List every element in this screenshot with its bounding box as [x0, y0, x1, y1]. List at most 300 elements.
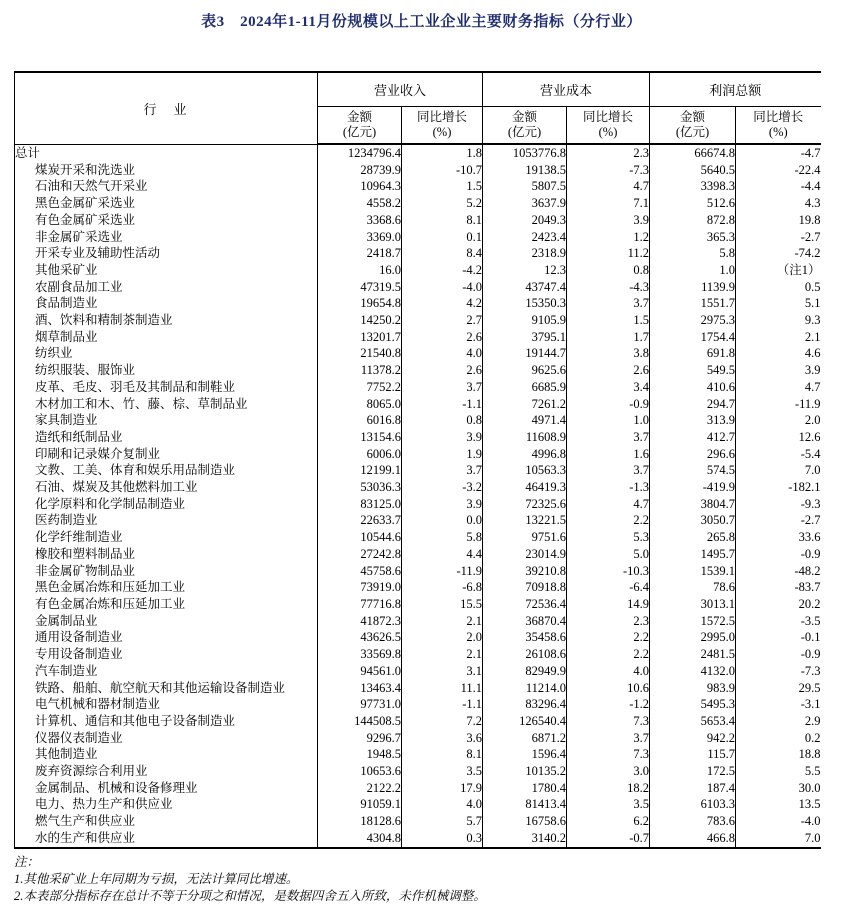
value-cell: 53036.3 [318, 479, 402, 496]
industry-cell: 汽车制造业 [15, 663, 318, 680]
value-cell: 4.7 [736, 379, 821, 396]
value-cell: 2423.4 [483, 229, 567, 246]
value-cell: 30.0 [736, 780, 821, 797]
value-cell: 13221.5 [483, 512, 567, 529]
value-cell: 28739.9 [318, 162, 402, 179]
value-cell: 3050.7 [650, 512, 736, 529]
value-cell: 2995.0 [650, 629, 736, 646]
industry-cell: 其他制造业 [15, 746, 318, 763]
industry-cell: 开采专业及辅助性活动 [15, 245, 318, 262]
industry-cell: 农副食品加工业 [15, 279, 318, 296]
value-cell: 7.2 [402, 713, 483, 730]
value-cell: -0.1 [736, 629, 821, 646]
subcol-header-revenue-amount [318, 107, 402, 145]
table-row [15, 496, 821, 513]
value-cell: 7.0 [736, 830, 821, 848]
value-cell: 22633.7 [318, 512, 402, 529]
value-cell: -48.2 [736, 563, 821, 580]
page-title: 表3 2024年1-11月份规模以上工业企业主要财务指标（分行业） [201, 14, 642, 30]
industry-cell: 文教、工美、体育和娱乐用品制造业 [15, 462, 318, 479]
value-cell: 8.1 [402, 746, 483, 763]
subcol-header-cost-growth [567, 107, 650, 145]
value-cell: 78.6 [650, 579, 736, 596]
value-cell: 1.9 [402, 446, 483, 463]
value-cell: -6.8 [402, 579, 483, 596]
subcol-label: 同比增长 [417, 110, 468, 124]
industry-cell: 石油和天然气开采业 [15, 178, 318, 195]
value-cell: 4.0 [402, 796, 483, 813]
value-cell: -22.4 [736, 162, 821, 179]
value-cell: 3.7 [402, 379, 483, 396]
value-cell: 97731.0 [318, 696, 402, 713]
industry-cell: 烟草制品业 [15, 329, 318, 346]
value-cell: 6871.2 [483, 730, 567, 747]
industry-cell: 废弃资源综合利用业 [15, 763, 318, 780]
industry-cell: 煤炭开采和洗选业 [15, 162, 318, 179]
value-cell: 5.8 [402, 529, 483, 546]
subcol-unit: (%) [598, 125, 618, 139]
industry-cell: 石油、煤炭及其他燃料加工业 [15, 479, 318, 496]
value-cell: 1.0 [650, 262, 736, 279]
table-row [15, 144, 821, 162]
value-cell: 18.8 [736, 746, 821, 763]
value-cell: 2418.7 [318, 245, 402, 262]
value-cell: 3.9 [567, 212, 650, 229]
value-cell: -74.2 [736, 245, 821, 262]
value-cell: 466.8 [650, 830, 736, 848]
value-cell: 6006.0 [318, 446, 402, 463]
table-row [15, 329, 821, 346]
value-cell: -2.7 [736, 512, 821, 529]
value-cell: 2.3 [567, 144, 650, 162]
value-cell: -4.3 [567, 279, 650, 296]
value-cell: -7.3 [567, 162, 650, 179]
value-cell: 5.2 [402, 195, 483, 212]
value-cell: 3013.1 [650, 596, 736, 613]
industry-cell: 电力、热力生产和供应业 [15, 796, 318, 813]
value-cell: 1234796.4 [318, 144, 402, 162]
value-cell: 11.2 [567, 245, 650, 262]
value-cell: 5.1 [736, 295, 821, 312]
value-cell: 4.0 [402, 345, 483, 362]
value-cell: 3.7 [567, 429, 650, 446]
value-cell: 1754.4 [650, 329, 736, 346]
value-cell: 2975.3 [650, 312, 736, 329]
value-cell: 8.4 [402, 245, 483, 262]
value-cell: 3.7 [567, 730, 650, 747]
industry-cell: 印刷和记录媒介复制业 [15, 446, 318, 463]
value-cell: -0.9 [736, 546, 821, 563]
value-cell: 16.0 [318, 262, 402, 279]
table-row [15, 746, 821, 763]
value-cell: -1.2 [567, 696, 650, 713]
table-row [15, 629, 821, 646]
group-header-revenue: 营业收入 [318, 72, 483, 107]
value-cell: 5.5 [736, 763, 821, 780]
value-cell: 15.5 [402, 596, 483, 613]
value-cell: -2.7 [736, 229, 821, 246]
value-cell: 296.6 [650, 446, 736, 463]
subcol-unit: (亿元) [342, 125, 377, 139]
industry-cell: 食品制造业 [15, 295, 318, 312]
value-cell: 4.6 [736, 345, 821, 362]
value-cell: 5640.5 [650, 162, 736, 179]
value-cell: -11.9 [736, 396, 821, 413]
table-row [15, 279, 821, 296]
table-row [15, 512, 821, 529]
industry-cell: 仪器仪表制造业 [15, 730, 318, 747]
value-cell: 5.3 [567, 529, 650, 546]
value-cell: 19138.5 [483, 162, 567, 179]
value-cell: 9.3 [736, 312, 821, 329]
value-cell: 2049.3 [483, 212, 567, 229]
table-row [15, 362, 821, 379]
value-cell: 15350.3 [483, 295, 567, 312]
table-row [15, 529, 821, 546]
value-cell: 3795.1 [483, 329, 567, 346]
value-cell: 3.8 [567, 345, 650, 362]
value-cell: 1495.7 [650, 546, 736, 563]
table-row [15, 663, 821, 680]
industry-cell: 酒、饮料和精制茶制造业 [15, 312, 318, 329]
value-cell: -0.7 [567, 830, 650, 848]
value-cell: 3.7 [567, 295, 650, 312]
value-cell: -3.1 [736, 696, 821, 713]
value-cell: -10.3 [567, 563, 650, 580]
value-cell: -4.2 [402, 262, 483, 279]
value-cell: 11378.2 [318, 362, 402, 379]
table-row [15, 262, 821, 279]
industry-cell: 橡胶和塑料制品业 [15, 546, 318, 563]
value-cell: 1539.1 [650, 563, 736, 580]
value-cell: 9296.7 [318, 730, 402, 747]
industry-cell: 非金属矿采选业 [15, 229, 318, 246]
value-cell: 7261.2 [483, 396, 567, 413]
industry-cell: 化学原料和化学制品制造业 [15, 496, 318, 513]
table-row [15, 429, 821, 446]
value-cell: 5.8 [650, 245, 736, 262]
value-cell: 66674.8 [650, 144, 736, 162]
value-cell: 1053776.8 [483, 144, 567, 162]
value-cell: 6.2 [567, 813, 650, 830]
subcol-label: 金额 [346, 110, 372, 124]
industry-cell: 电气机械和器材制造业 [15, 696, 318, 713]
value-cell: 3140.2 [483, 830, 567, 848]
value-cell: 20.2 [736, 596, 821, 613]
value-cell: 1596.4 [483, 746, 567, 763]
subcol-unit: (亿元) [507, 125, 542, 139]
table-row [15, 162, 821, 179]
value-cell: 365.3 [650, 229, 736, 246]
value-cell: 3.0 [567, 763, 650, 780]
table-header [15, 72, 821, 144]
value-cell: 17.9 [402, 780, 483, 797]
industry-cell: 计算机、通信和其他电子设备制造业 [15, 713, 318, 730]
industry-cell: 燃气生产和供应业 [15, 813, 318, 830]
value-cell: 73919.0 [318, 579, 402, 596]
value-cell: 0.1 [402, 229, 483, 246]
value-cell: 3.9 [402, 429, 483, 446]
value-cell: 144508.5 [318, 713, 402, 730]
subcol-header-profit-growth [736, 107, 821, 145]
value-cell: 10653.6 [318, 763, 402, 780]
value-cell: 33.6 [736, 529, 821, 546]
value-cell: 10964.3 [318, 178, 402, 195]
value-cell: 1.6 [567, 446, 650, 463]
subcol-label: 同比增长 [753, 110, 804, 124]
value-cell: 187.4 [650, 780, 736, 797]
value-cell: 5.7 [402, 813, 483, 830]
value-cell: 6016.8 [318, 412, 402, 429]
value-cell: 19654.8 [318, 295, 402, 312]
value-cell: 126540.4 [483, 713, 567, 730]
table-row [15, 379, 821, 396]
value-cell: 2.2 [567, 629, 650, 646]
value-cell: 14250.2 [318, 312, 402, 329]
value-cell: 0.8 [567, 262, 650, 279]
value-cell: 10563.3 [483, 462, 567, 479]
value-cell: 549.5 [650, 362, 736, 379]
value-cell: 4.7 [567, 178, 650, 195]
value-cell: 5807.5 [483, 178, 567, 195]
value-cell: 4996.8 [483, 446, 567, 463]
value-cell: 39210.8 [483, 563, 567, 580]
value-cell: -1.3 [567, 479, 650, 496]
notes-label: 注： [14, 854, 40, 869]
value-cell: 2.0 [736, 412, 821, 429]
value-cell: 0.8 [402, 412, 483, 429]
value-cell: 41872.3 [318, 613, 402, 630]
value-cell: 2.2 [567, 646, 650, 663]
value-cell: 19.8 [736, 212, 821, 229]
value-cell: 294.7 [650, 396, 736, 413]
value-cell: 4.3 [736, 195, 821, 212]
industry-cell: 有色金属冶炼和压延加工业 [15, 596, 318, 613]
table-row [15, 813, 821, 830]
value-cell: 0.5 [736, 279, 821, 296]
value-cell: -7.3 [736, 663, 821, 680]
value-cell: 3369.0 [318, 229, 402, 246]
group-header-profit: 利润总额 [650, 72, 821, 107]
table-row [15, 212, 821, 229]
note-item: 1.其他采矿业上年同期为亏损，无法计算同比增速。 [14, 871, 299, 886]
value-cell: 2481.5 [650, 646, 736, 663]
value-cell: 13154.6 [318, 429, 402, 446]
value-cell: -4.4 [736, 178, 821, 195]
industry-cell: 金属制品业 [15, 613, 318, 630]
value-cell: 172.5 [650, 763, 736, 780]
value-cell: 2.9 [736, 713, 821, 730]
table-row [15, 713, 821, 730]
value-cell: 9751.6 [483, 529, 567, 546]
value-cell: 94561.0 [318, 663, 402, 680]
value-cell: （注1） [736, 262, 821, 279]
value-cell: 47319.5 [318, 279, 402, 296]
value-cell: 574.5 [650, 462, 736, 479]
industry-cell: 黑色金属矿采选业 [15, 195, 318, 212]
value-cell: -419.9 [650, 479, 736, 496]
industry-cell: 非金属矿物制品业 [15, 563, 318, 580]
value-cell: 6685.9 [483, 379, 567, 396]
value-cell: 3.7 [567, 462, 650, 479]
value-cell: 983.9 [650, 680, 736, 697]
subcol-label: 金额 [680, 110, 706, 124]
subcol-unit: (亿元) [675, 125, 710, 139]
value-cell: 691.8 [650, 345, 736, 362]
value-cell: 512.6 [650, 195, 736, 212]
industry-cell: 总计 [15, 144, 318, 162]
value-cell: 942.2 [650, 730, 736, 747]
value-cell: -0.9 [567, 396, 650, 413]
value-cell: 8.1 [402, 212, 483, 229]
value-cell: 1551.7 [650, 295, 736, 312]
value-cell: 10544.6 [318, 529, 402, 546]
industry-cell: 化学纤维制造业 [15, 529, 318, 546]
value-cell: 2.6 [567, 362, 650, 379]
value-cell: 9625.6 [483, 362, 567, 379]
value-cell: -4.7 [736, 144, 821, 162]
value-cell: 21540.8 [318, 345, 402, 362]
value-cell: 3.5 [402, 763, 483, 780]
value-cell: -0.9 [736, 646, 821, 663]
value-cell: 2.1 [402, 613, 483, 630]
value-cell: 2.6 [402, 362, 483, 379]
value-cell: 23014.9 [483, 546, 567, 563]
value-cell: 77716.8 [318, 596, 402, 613]
value-cell: 45758.6 [318, 563, 402, 580]
value-cell: -3.2 [402, 479, 483, 496]
value-cell: 35458.6 [483, 629, 567, 646]
industry-cell: 纺织业 [15, 345, 318, 362]
value-cell: 81413.4 [483, 796, 567, 813]
table-row [15, 780, 821, 797]
value-cell: 11.1 [402, 680, 483, 697]
value-cell: 2.7 [402, 312, 483, 329]
value-cell: 783.6 [650, 813, 736, 830]
table-row [15, 412, 821, 429]
table-row [15, 345, 821, 362]
value-cell: 1948.5 [318, 746, 402, 763]
table-row [15, 696, 821, 713]
value-cell: 12.3 [483, 262, 567, 279]
value-cell: 12.6 [736, 429, 821, 446]
value-cell: 4.0 [567, 663, 650, 680]
value-cell: 83296.4 [483, 696, 567, 713]
value-cell: -83.7 [736, 579, 821, 596]
industry-cell: 铁路、船舶、航空航天和其他运输设备制造业 [15, 680, 318, 697]
value-cell: 3.9 [736, 362, 821, 379]
value-cell: 1.2 [567, 229, 650, 246]
value-cell: 82949.9 [483, 663, 567, 680]
value-cell: 11608.9 [483, 429, 567, 446]
value-cell: 10135.2 [483, 763, 567, 780]
value-cell: 0.2 [736, 730, 821, 747]
table-row [15, 763, 821, 780]
value-cell: 265.8 [650, 529, 736, 546]
value-cell: 70918.8 [483, 579, 567, 596]
value-cell: 4.7 [567, 496, 650, 513]
industry-cell: 皮革、毛皮、羽毛及其制品和制鞋业 [15, 379, 318, 396]
value-cell: 2.0 [402, 629, 483, 646]
value-cell: 4132.0 [650, 663, 736, 680]
industry-cell: 医药制造业 [15, 512, 318, 529]
industry-cell: 金属制品、机械和设备修理业 [15, 780, 318, 797]
value-cell: 1.5 [402, 178, 483, 195]
value-cell: 4304.8 [318, 830, 402, 848]
table-row [15, 579, 821, 596]
value-cell: 4.2 [402, 295, 483, 312]
value-cell: 13463.4 [318, 680, 402, 697]
value-cell: 19144.7 [483, 345, 567, 362]
value-cell: 1.5 [567, 312, 650, 329]
value-cell: 13.5 [736, 796, 821, 813]
value-cell: 1.8 [402, 144, 483, 162]
industry-cell: 水的生产和供应业 [15, 830, 318, 848]
value-cell: -5.4 [736, 446, 821, 463]
value-cell: 83125.0 [318, 496, 402, 513]
value-cell: 91059.1 [318, 796, 402, 813]
industry-cell: 纺织服装、服饰业 [15, 362, 318, 379]
subcol-unit: (%) [768, 125, 788, 139]
industry-cell: 木材加工和木、竹、藤、棕、草制品业 [15, 396, 318, 413]
subcol-header-profit-amount [650, 107, 736, 145]
value-cell: 410.6 [650, 379, 736, 396]
table-row [15, 295, 821, 312]
industry-cell: 专用设备制造业 [15, 646, 318, 663]
table-row [15, 680, 821, 697]
table-row [15, 462, 821, 479]
value-cell: 5495.3 [650, 696, 736, 713]
table-row [15, 613, 821, 630]
value-cell: -9.3 [736, 496, 821, 513]
industry-cell: 通用设备制造业 [15, 629, 318, 646]
value-cell: 10.6 [567, 680, 650, 697]
value-cell: -6.4 [567, 579, 650, 596]
value-cell: 313.9 [650, 412, 736, 429]
value-cell: 46419.3 [483, 479, 567, 496]
table-row [15, 229, 821, 246]
value-cell: 2.1 [736, 329, 821, 346]
value-cell: 3.7 [402, 462, 483, 479]
table-row [15, 730, 821, 747]
value-cell: -182.1 [736, 479, 821, 496]
value-cell: 115.7 [650, 746, 736, 763]
value-cell: 3398.3 [650, 178, 736, 195]
value-cell: 33569.8 [318, 646, 402, 663]
table-row [15, 830, 821, 848]
value-cell: -3.5 [736, 613, 821, 630]
value-cell: -1.1 [402, 696, 483, 713]
financial-indicators-table [14, 71, 821, 849]
industry-cell: 家具制造业 [15, 412, 318, 429]
value-cell: 5653.4 [650, 713, 736, 730]
value-cell: -11.9 [402, 563, 483, 580]
value-cell: -1.1 [402, 396, 483, 413]
value-cell: 3368.6 [318, 212, 402, 229]
industry-cell: 有色金属矿采选业 [15, 212, 318, 229]
industry-cell: 黑色金属冶炼和压延加工业 [15, 579, 318, 596]
note-item: 2.本表部分指标存在总计不等于分项之和情况，是数据四舍五入所致，未作机械调整。 [14, 888, 486, 903]
value-cell: 7.3 [567, 746, 650, 763]
table-row [15, 396, 821, 413]
value-cell: 7.3 [567, 713, 650, 730]
notes-section [14, 854, 843, 905]
value-cell: 7.0 [736, 462, 821, 479]
group-header-cost: 营业成本 [483, 72, 650, 107]
value-cell: 3.6 [402, 730, 483, 747]
value-cell: 2.3 [567, 613, 650, 630]
value-cell: 27242.8 [318, 546, 402, 563]
